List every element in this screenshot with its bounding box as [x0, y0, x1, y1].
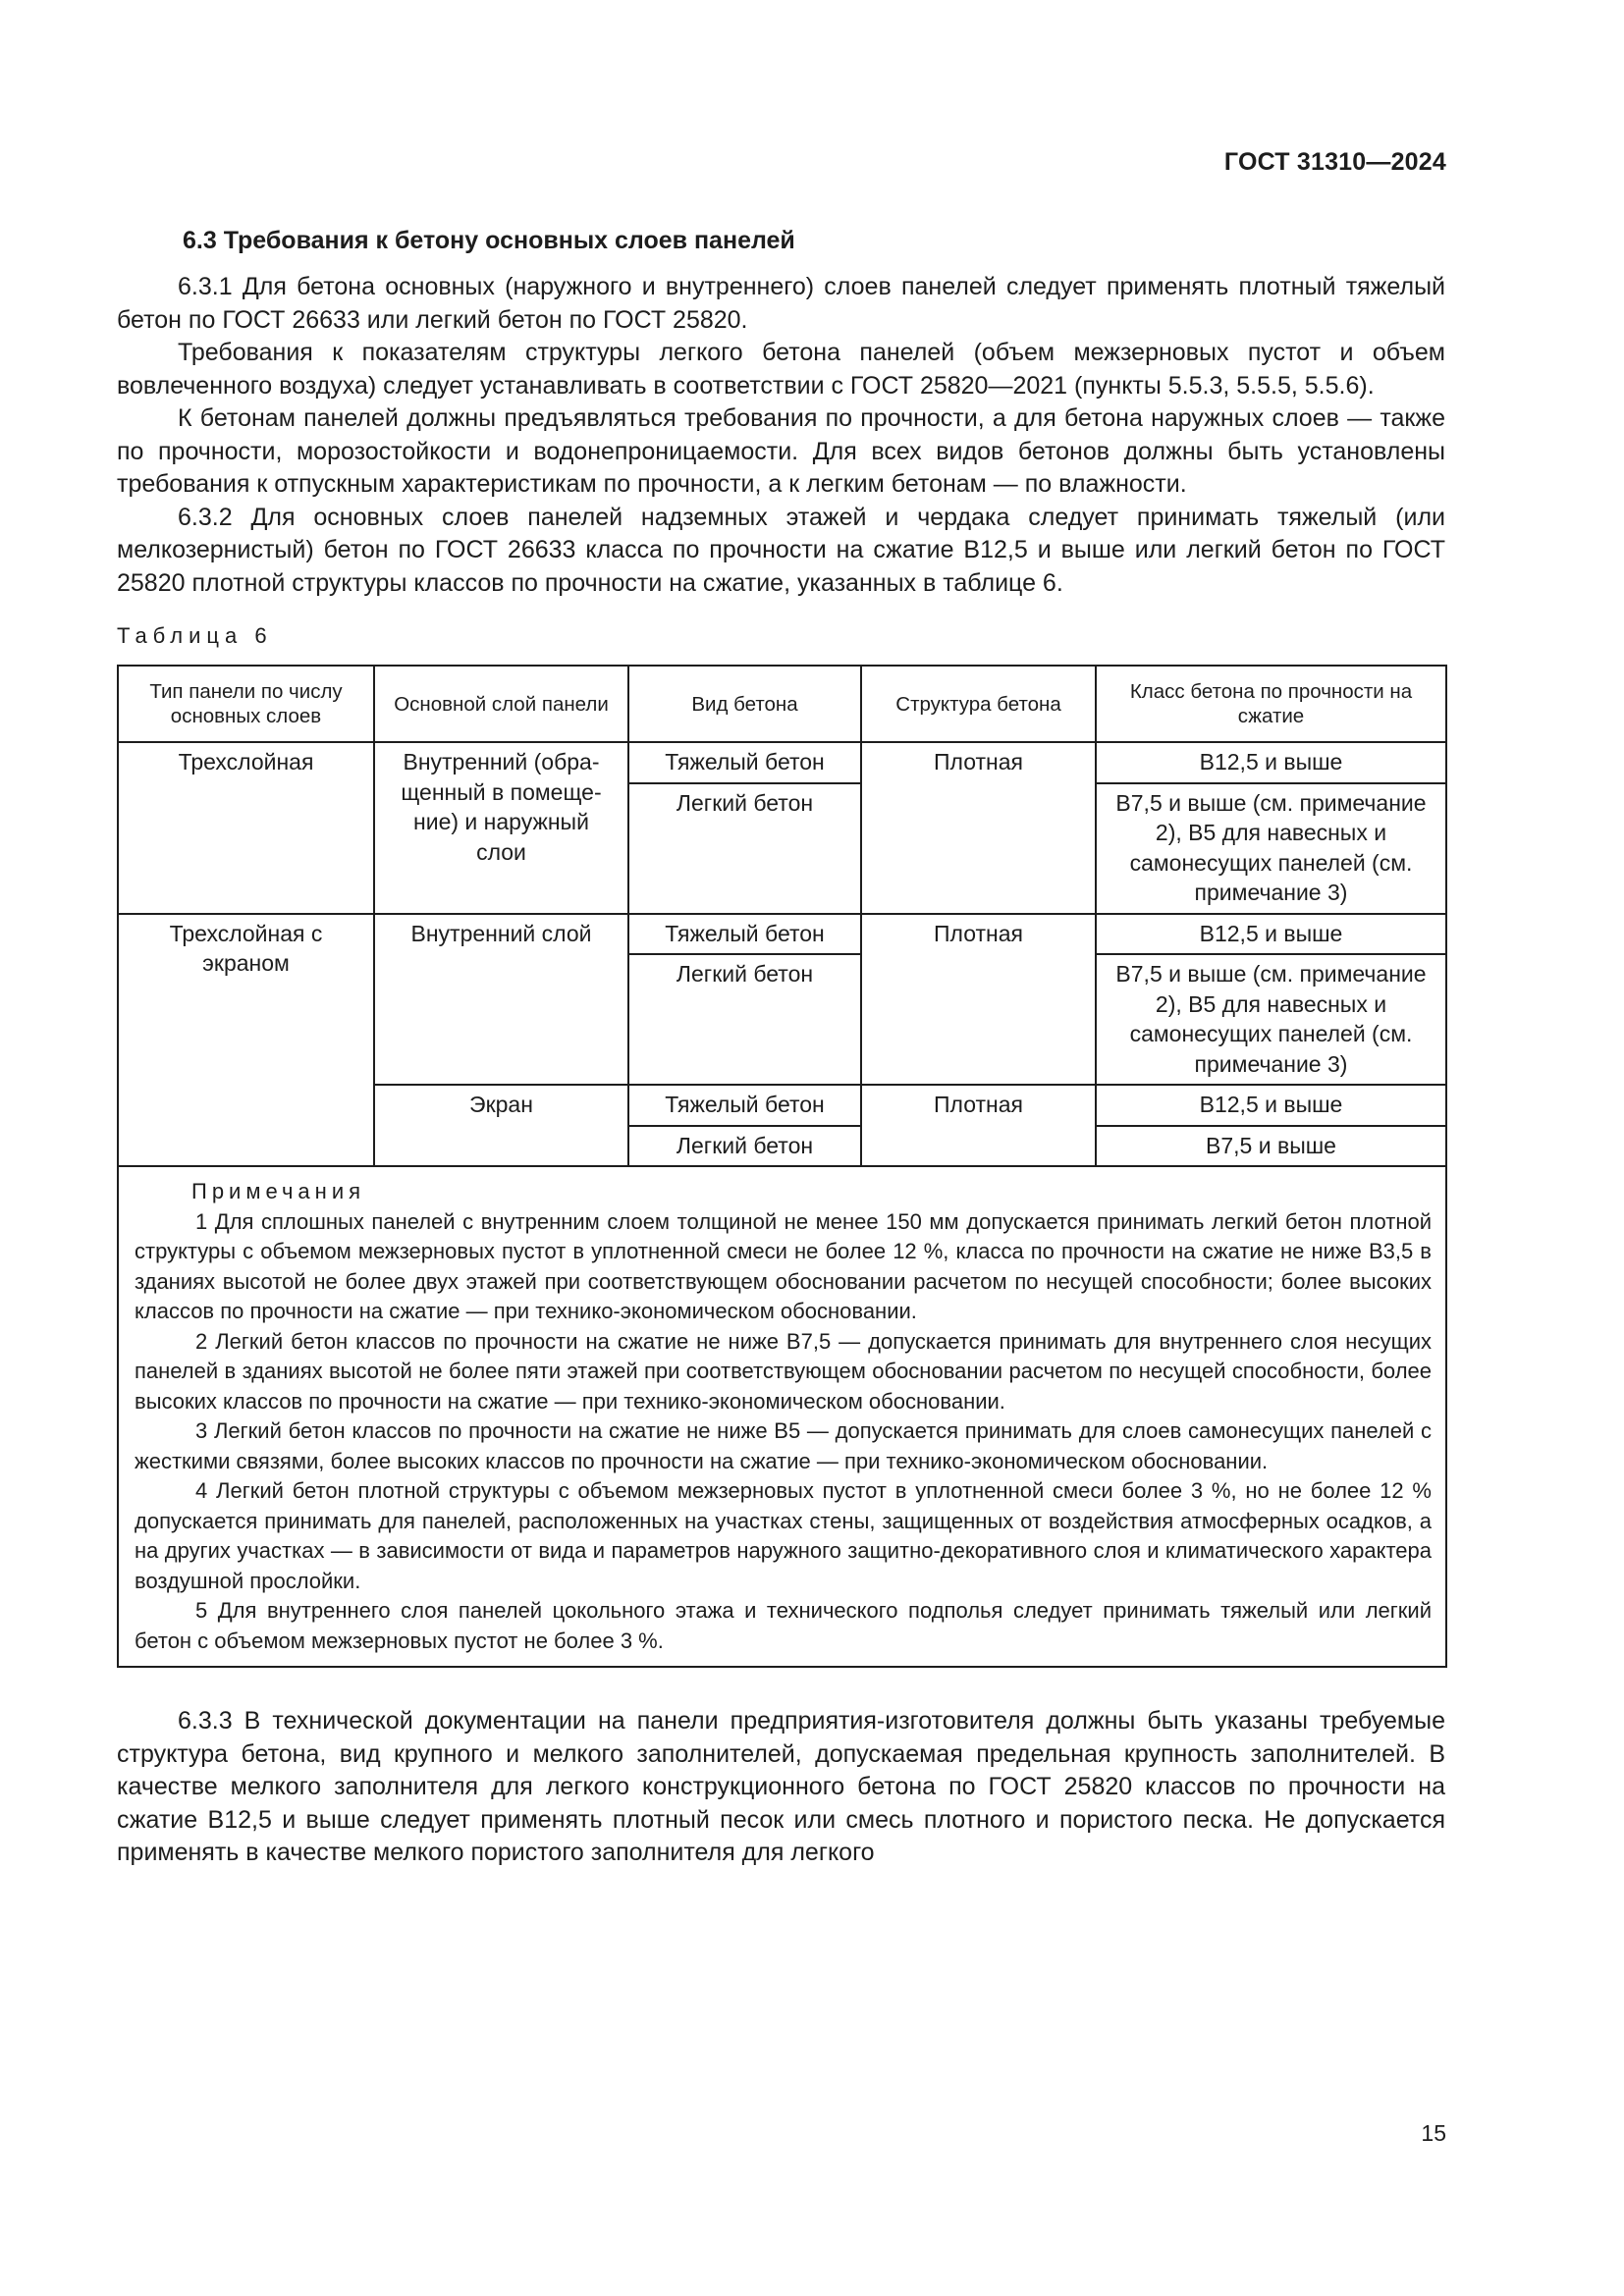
section-title: 6.3 Требования к бетону основных слоев панелей: [183, 227, 795, 254]
class-cell: В7,5 и выше: [1096, 1126, 1446, 1167]
concrete-cell: Легкий бетон: [628, 1126, 861, 1167]
class-cell: В7,5 и выше (см. примечание 2), В5 для навесных и самонесущих панелей (см. примечание 3): [1096, 783, 1446, 914]
notes-cell: [118, 1166, 1446, 1667]
table-6: [117, 665, 1447, 1668]
notes-title: Примечания: [191, 1179, 366, 1203]
content: [117, 224, 1445, 1870]
class-cell: В12,5 и выше: [1096, 1085, 1446, 1126]
note: 4 Легкий бетон плотной структуры с объемом межзерновых пустот в уплотненной смеси более 3 %, но не более 12 % допускается принимать для панелей, расположенных на участках стены, защищенных от воздействия атмосферных осадков, а на других участках — в зависимости от вида и параметров наружного защитно-декоративного слоя и климатического характера воздушной прослойки.: [135, 1478, 1432, 1593]
paragraph: Требования к показателям структуры легкого бетона панелей (объем межзерновых пустот и объем вовлеченного воздуха) следует устанавливать в соответствии с ГОСТ 25820—2021 (пункты 5.5.3, 5.5.5, 5.5.6).: [117, 339, 1445, 400]
table-row: [118, 742, 1446, 783]
header-cell: Тип панели по числу основных слоев: [118, 666, 374, 742]
paragraph: 6.3.2 Для основных слоев панелей надземных этажей и чердака следует принимать тяжелый (или мелкозернистый) бетон по ГОСТ 26633 класса по прочности на сжатие В12,5 и выше или легкий бетон по ГОСТ 25820 плотной структуры классов по прочности на сжатие, указанных в таблице 6.: [117, 503, 1445, 597]
concrete-cell: Тяжелый бетон: [628, 914, 861, 955]
paragraph: К бетонам панелей должны предъявляться требования по прочности, а для бетона наружных слоев — также по прочности, морозостойкости и водонепроницаемости. Для всех видов бетонов должны быть установлены требования к отпускным характеристикам по прочности, а к легким бетонам — по влажности.: [117, 404, 1445, 498]
notes-row: [118, 1166, 1446, 1667]
class-cell: В7,5 и выше (см. примечание 2), В5 для навесных и самонесущих панелей (см. примечание 3): [1096, 954, 1446, 1085]
note: 2 Легкий бетон классов по прочности на сжатие не ниже В7,5 — допускается принимать для внутреннего слоя несущих панелей в зданиях высотой не более пяти этажей при соответствующем обосновании расчетом по несущей способности, более высоких классов по прочности на сжатие — при технико-экономическом обосновании.: [135, 1328, 1432, 1414]
note: 5 Для внутреннего слоя панелей цокольного этажа и технического подполья следует принимать тяжелый или легкий бетон с объемом межзерновых пустот не более 3 %.: [135, 1598, 1432, 1653]
header-cell: Структура бетона: [861, 666, 1096, 742]
paragraph: 6.3.3 В технической документации на панели предприятия-изготовителя должны быть указаны требуемые структура бетона, вид крупного и мелкого заполнителей, допускаемая предельная крупность заполнителей. В качестве мелкого заполнителя для легкого конструкционного бетона по ГОСТ 25820 классов по прочности на сжатие В12,5 и выше следует применять плотный песок или смесь плотного и пористого песка. Не допускается применять в качестве мелкого пористого заполнителя для легкого: [117, 1707, 1445, 1866]
page-number: 15: [1421, 2120, 1446, 2146]
panel-type-cell: Трехслойная: [118, 742, 374, 914]
structure-cell: Плотная: [861, 1085, 1096, 1166]
layer-cell: Внутренний (обращенный в помещение) и наружный слои: [374, 742, 628, 914]
note: 3 Легкий бетон классов по прочности на сжатие не ниже В5 — допускается принимать для слоев самонесущих панелей с жесткими связями, более высоких классов по прочности на сжатие — при технико-экономическом обосновании.: [135, 1418, 1432, 1473]
layer-cell: Внутренний слой: [374, 914, 628, 1086]
concrete-cell: Легкий бетон: [628, 954, 861, 1085]
panel-type-cell: Трехслойная с экраном: [118, 914, 374, 1167]
paragraph: 6.3.1 Для бетона основных (наружного и внутреннего) слоев панелей следует применять плотный тяжелый бетон по ГОСТ 26633 или легкий бетон по ГОСТ 25820.: [117, 273, 1445, 334]
table-header-row: [118, 666, 1446, 742]
concrete-cell: Легкий бетон: [628, 783, 861, 914]
concrete-cell: Тяжелый бетон: [628, 742, 861, 783]
table-row: [118, 914, 1446, 955]
concrete-cell: Тяжелый бетон: [628, 1085, 861, 1126]
table-caption: Таблица 6: [117, 623, 273, 648]
layer-cell: Экран: [374, 1085, 628, 1166]
header-cell: Вид бетона: [628, 666, 861, 742]
structure-cell: Плотная: [861, 742, 1096, 914]
standard-designation: ГОСТ 31310—2024: [1223, 148, 1446, 176]
structure-cell: Плотная: [861, 914, 1096, 1086]
class-cell: В12,5 и выше: [1096, 914, 1446, 955]
header-cell: Основной слой панели: [374, 666, 628, 742]
header-cell: Класс бетона по прочности на сжатие: [1096, 666, 1446, 742]
note: 1 Для сплошных панелей с внутренним слоем толщиной не менее 150 мм допускается принимать легкий бетон плотной структуры с объемом межзерновых пустот в уплотненной смеси не более 12 %, класса по прочности на сжатие не ниже В3,5 в зданиях высотой не более двух этажей при соответствующем обосновании расчетом по несущей способности; более высоких классов по прочности на сжатие — при технико-экономическом обосновании.: [135, 1208, 1432, 1323]
class-cell: В12,5 и выше: [1096, 742, 1446, 783]
